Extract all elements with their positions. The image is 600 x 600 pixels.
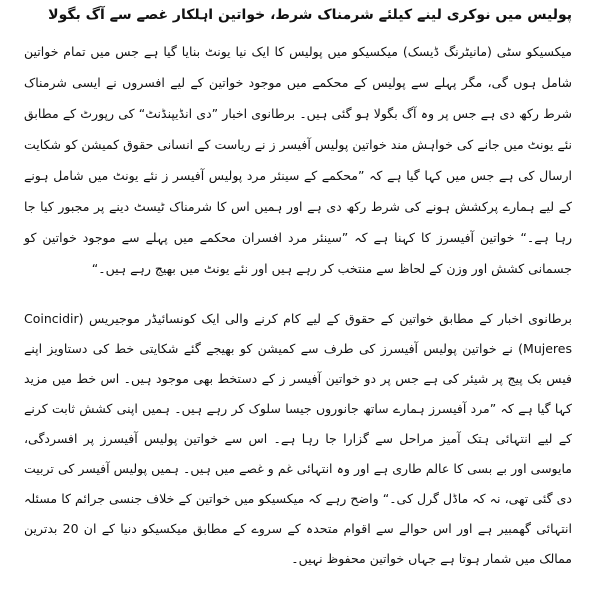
article-paragraph-2: برطانوی اخبار کے مطابق خواتین کے حقوق کے لیے کام کرنے والی ایک کونسائیڈر موجیریس (Coincidir Mujeres) نے خواتین پولیس آفیسرز کی طرف سے کمیشن کو بھیجے گئے شکایتی خط کی دستاویز اپنے فیس بک پیج پر شیئر کی ہے جس پر دو خواتین آفیسر ز کے دستخط بھی موجود ہیں۔ اس خط میں مزید کہا گیا ہے کہ ”مرد آفیسرز ہمارے ساتھ جانوروں جیسا سلوک کر رہے ہیں۔ ہمیں اپنی کشش ثابت کرنے کے لیے انتہائی ہتک آمیز مراحل سے گزارا جا رہا ہے۔ اس سے خواتین پولیس آفیسرز پر افسردگی، مایوسی اور بے بسی کا عالم طاری ہے اور وہ انتہائی غم و غصے میں ہیں۔ ہمیں پولیس آفیسر کی تربیت دی گئی تھی، نہ کہ ماڈل گرل کی۔“ واضح رہے کہ میکسیکو میں خواتین کے خلاف جنسی جرائم کا مسئلہ انتہائی گھمبیر ہے اور اس حوالے سے اقوام متحدہ کے سروے کے مطابق میکسیکو دنیا کے ان 20 بدترین ممالک میں شمار ہوتا ہے جہاں خواتین محفوظ نہیں۔ <box>24 311 572 566</box>
article-headline: پولیس میں نوکری لینے کیلئے شرمناک شرط، خواتین اہلکار غصے سے آگ بگولا <box>48 7 572 23</box>
article-paragraph-1: میکسیکو سٹی (مانیٹرنگ ڈیسک) میکسیکو میں پولیس کا ایک نیا یونٹ بنایا گیا ہے جس میں تمام خواتین شامل ہوں گی، مگر پہلے سے پولیس کے محکمے میں موجود خواتین کے لیے افسروں نے ایسی شرمناک شرط رکھ دی ہے جس پر وہ آگ بگولا ہو گئی ہیں۔ برطانوی اخبار ”دی انڈیپنڈنٹ“ کی رپورٹ کے مطابق نئے یونٹ میں جانے کی خواہش مند خواتین پولیس آفیسر ز نے ریاست کے انسانی حقوق کمیشن کو شکایت ارسال کی ہے جس میں کہا گیا ہے کہ ”محکمے کے سینئر مرد پولیس آفیسر ز نئے یونٹ میں شامل ہونے کے لیے ہمارے پرکشش ہونے کی شرط رکھ دی ہے اور ہمیں اس کا شرمناک ٹیسٹ دینے پر مجبور کیا جا رہا ہے۔“ خواتین آفیسرز کا کہنا ہے کہ ”سینئر مرد افسران محکمے میں پہلے سے موجود خواتین کو جسمانی کشش اور وزن کے لحاظ سے منتخب کر رہے ہیں اور نئے یونٹ میں بھیج رہے ہیں۔“ <box>24 44 572 276</box>
